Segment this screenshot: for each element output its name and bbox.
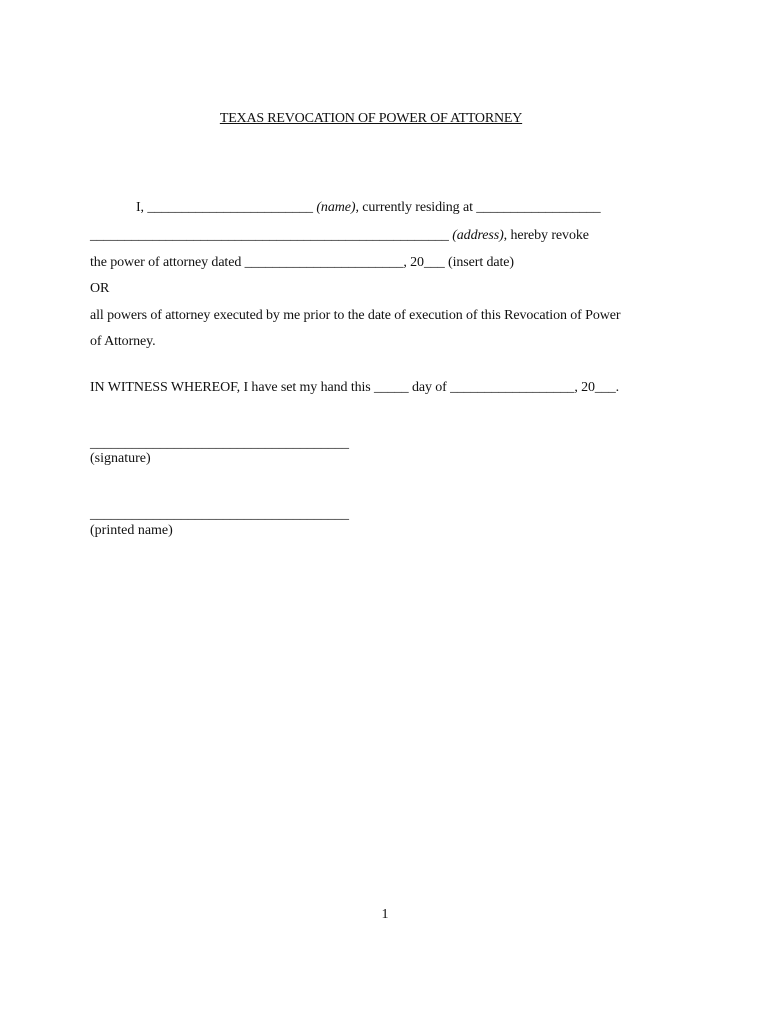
- revoke-text: , hereby revoke: [503, 228, 589, 243]
- printed-name-label: (printed name): [90, 523, 173, 538]
- all-powers-line-cont: of Attorney.: [90, 334, 156, 349]
- printed-name-line: _____________________________________: [90, 507, 349, 522]
- declarant-prefix: I, ________________________: [136, 200, 317, 215]
- address-blank: ____________________________________________________: [90, 228, 453, 243]
- or-line: OR: [90, 281, 110, 296]
- declarant-line: [136, 200, 600, 216]
- witness-line: IN WITNESS WHEREOF, I have set my hand this _____ day of __________________, 20___.: [90, 380, 620, 395]
- page-number: 1: [381, 907, 389, 922]
- residence-text: , currently residing at __________________: [355, 200, 601, 215]
- signature-label: (signature): [90, 451, 151, 466]
- all-powers-line: all powers of attorney executed by me prior to the date of execution of this Revocation of Power: [90, 308, 621, 323]
- poa-date-line: the power of attorney dated _______________________, 20___ (insert date): [90, 255, 514, 270]
- name-hint: (name): [316, 200, 356, 215]
- signature-line: _____________________________________: [90, 436, 349, 451]
- address-hint: (address): [452, 228, 504, 243]
- address-line: [90, 228, 589, 244]
- document-title: TEXAS REVOCATION OF POWER OF ATTORNEY: [219, 111, 523, 126]
